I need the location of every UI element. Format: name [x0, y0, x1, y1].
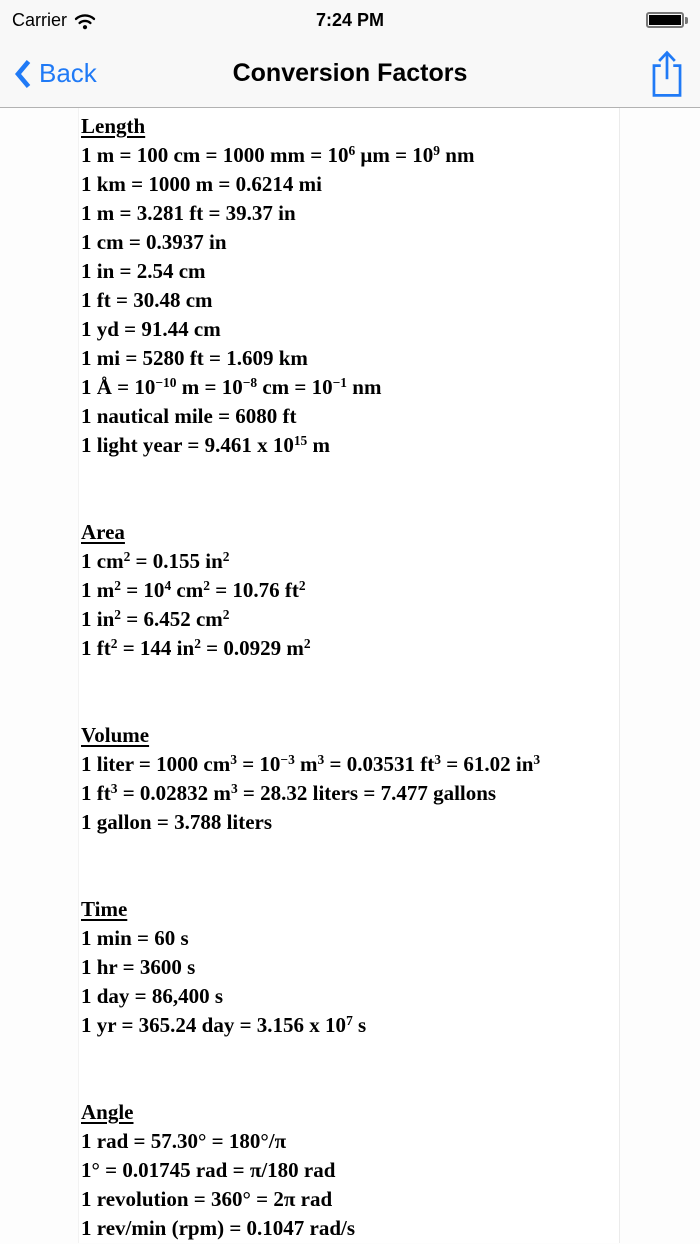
conversion-line: 1 rev/min (rpm) = 0.1047 rad/s	[81, 1216, 356, 1240]
conversion-line: 1 m = 100 cm = 1000 mm = $10^6$ $\mu m = 10^9$ nm	[81, 142, 475, 167]
conversion-line: 1 light year = 9.461 x $10^{15}$ m	[81, 432, 331, 457]
conversion-line: 1 gallon = 3.788 liters	[81, 810, 273, 834]
status-bar	[0, 0, 700, 40]
conversion-section	[81, 1098, 619, 1243]
page-title: Conversion Factors	[232, 59, 468, 87]
document-page	[78, 108, 620, 1243]
conversion-line: 1 $m^2 = 10^4$ $cm^2 = 10.76$ $ft^2$	[81, 577, 306, 602]
carrier-label: Carrier	[12, 9, 68, 30]
navigation-bar	[0, 40, 700, 108]
status-time: 7:24 PM	[315, 9, 385, 30]
conversion-line: 1 $ft^3 = 0.02832$ $m^3 = 28.32$ liters = 7.477 gallons	[81, 780, 497, 805]
battery-body	[646, 12, 684, 28]
document-scroll-area[interactable]	[0, 108, 700, 1243]
back-button[interactable]	[14, 58, 97, 89]
conversion-line: 1 liter = 1000 $cm^3 = 10^{-3}$ $m^3 = 0.03531$ $ft^3 = 61.02$ $in^3$	[81, 751, 541, 776]
conversion-line: 1 in = 2.54 cm	[81, 259, 206, 283]
conversion-line: 1 nautical mile = 6080 ft	[81, 404, 297, 428]
back-button-label: Back	[39, 58, 97, 88]
conversion-line: 1 yd = 91.44 cm	[81, 317, 221, 341]
conversion-section	[81, 112, 619, 460]
conversion-line: 1 km = 1000 m = 0.6214 mi	[81, 172, 322, 196]
battery-icon	[646, 12, 688, 28]
conversion-line: 1° = 0.01745 rad = π/180 rad	[81, 1158, 336, 1182]
conversion-section	[81, 895, 619, 1040]
section-heading: Angle	[81, 1100, 134, 1124]
document-sections	[81, 112, 619, 1243]
chevron-left-icon	[14, 59, 31, 89]
conversion-section	[81, 721, 619, 837]
conversion-line: 1 day = 86,400 s	[81, 984, 224, 1008]
conversion-line: 1 revolution = 360° = 2π rad	[81, 1187, 333, 1211]
conversion-line: 1 ft = 30.48 cm	[81, 288, 213, 312]
conversion-line: 1 hr = 3600 s	[81, 955, 196, 979]
conversion-line: 1 rad = 57.30° = 180°/π	[81, 1129, 287, 1153]
conversion-section	[81, 518, 619, 663]
section-heading: Length	[81, 114, 146, 138]
conversion-line: 1 $in^2 = 6.452$ $cm^2$	[81, 606, 230, 631]
conversion-line: 1 cm = 0.3937 in	[81, 230, 227, 254]
conversion-line: 1 yr = 365.24 day = 3.156 x $10^7$ s	[81, 1012, 367, 1037]
battery-nub	[685, 17, 688, 24]
conversion-line: 1 m = 3.281 ft = 39.37 in	[81, 201, 296, 225]
conversion-line: 1 Å = $10^{-10}$ $m = 10^{-8}$ cm = $10^{-1}$ nm	[81, 374, 382, 399]
section-heading: Area	[81, 520, 125, 544]
conversion-line: 1 mi = 5280 ft = 1.609 km	[81, 346, 308, 370]
section-heading: Volume	[81, 723, 150, 747]
share-button[interactable]	[648, 50, 686, 98]
conversion-line: 1 min = 60 s	[81, 926, 189, 950]
conversion-line: 1 $cm^2 = 0.155$ $in^2$	[81, 548, 230, 573]
section-heading: Time	[81, 897, 128, 921]
conversion-line: 1 $ft^2 = 144$ $in^2 = 0.0929$ $m^2$	[81, 635, 311, 660]
share-icon	[648, 50, 686, 98]
